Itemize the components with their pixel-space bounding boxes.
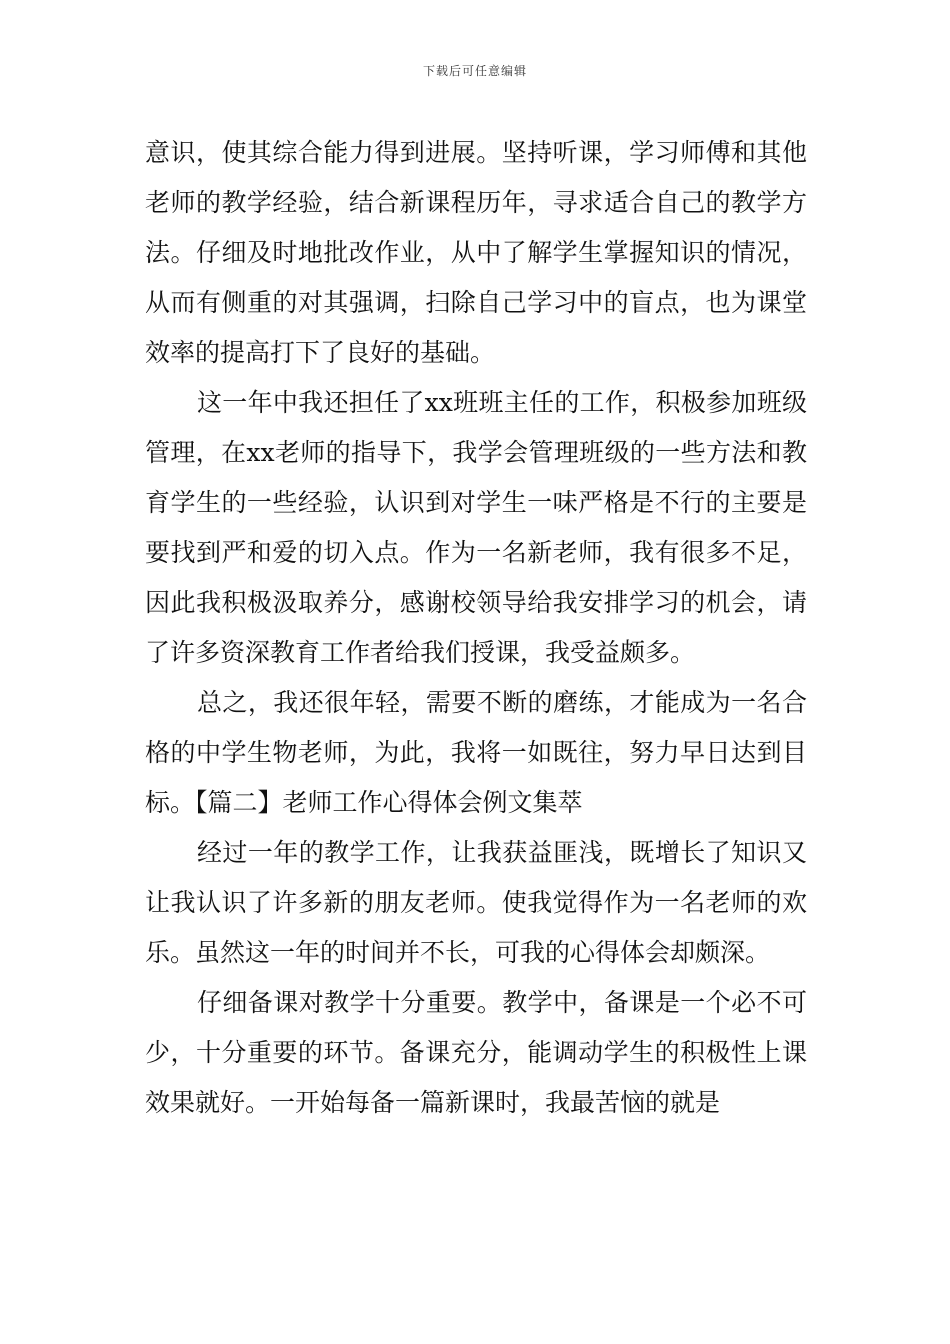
paragraph-1: 意识，使其综合能力得到进展。坚持听课，学习师傅和其他老师的教学经验，结合新课程历年，寻求适合自己的教学方法。仔细及时地批改作业，从中了解学生掌握知识的情况，从而有侧重的对其强调，扫除自己学习中的盲点，也为课堂效率的提高打下了良好的基础。	[145, 138, 807, 367]
paragraph-4: 经过一年的教学工作，让我获益匪浅，既增长了知识又让我认识了许多新的朋友老师。使我觉得作为一名老师的欢乐。虽然这一年的时间并不长，可我的心得体会却颇深。	[145, 838, 807, 967]
document-body	[145, 128, 807, 1128]
paragraph-5: 仔细备课对教学十分重要。教学中，备课是一个必不可少，十分重要的环节。备课充分，能调动学生的积极性上课效果就好。一开始每备一篇新课时，我最苦恼的就是	[145, 988, 807, 1117]
paragraph-3: 总之，我还很年轻，需要不断的磨练，才能成为一名合格的中学生物老师，为此，我将一如既往，努力早日达到目标。【篇二】老师工作心得体会例文集萃	[145, 688, 807, 817]
paragraph-2: 这一年中我还担任了xx班班主任的工作，积极参加班级管理，在xx老师的指导下，我学会管理班级的一些方法和教育学生的一些经验，认识到对学生一味严格是不行的主要是要找到严和爱的切入点。作为一名新老师，我有很多不足，因此我积极汲取养分，感谢校领导给我安排学习的机会，请了许多资深教育工作者给我们授课，我受益颇多。	[145, 388, 807, 667]
page-header: 下载后可任意编辑	[422, 64, 527, 78]
